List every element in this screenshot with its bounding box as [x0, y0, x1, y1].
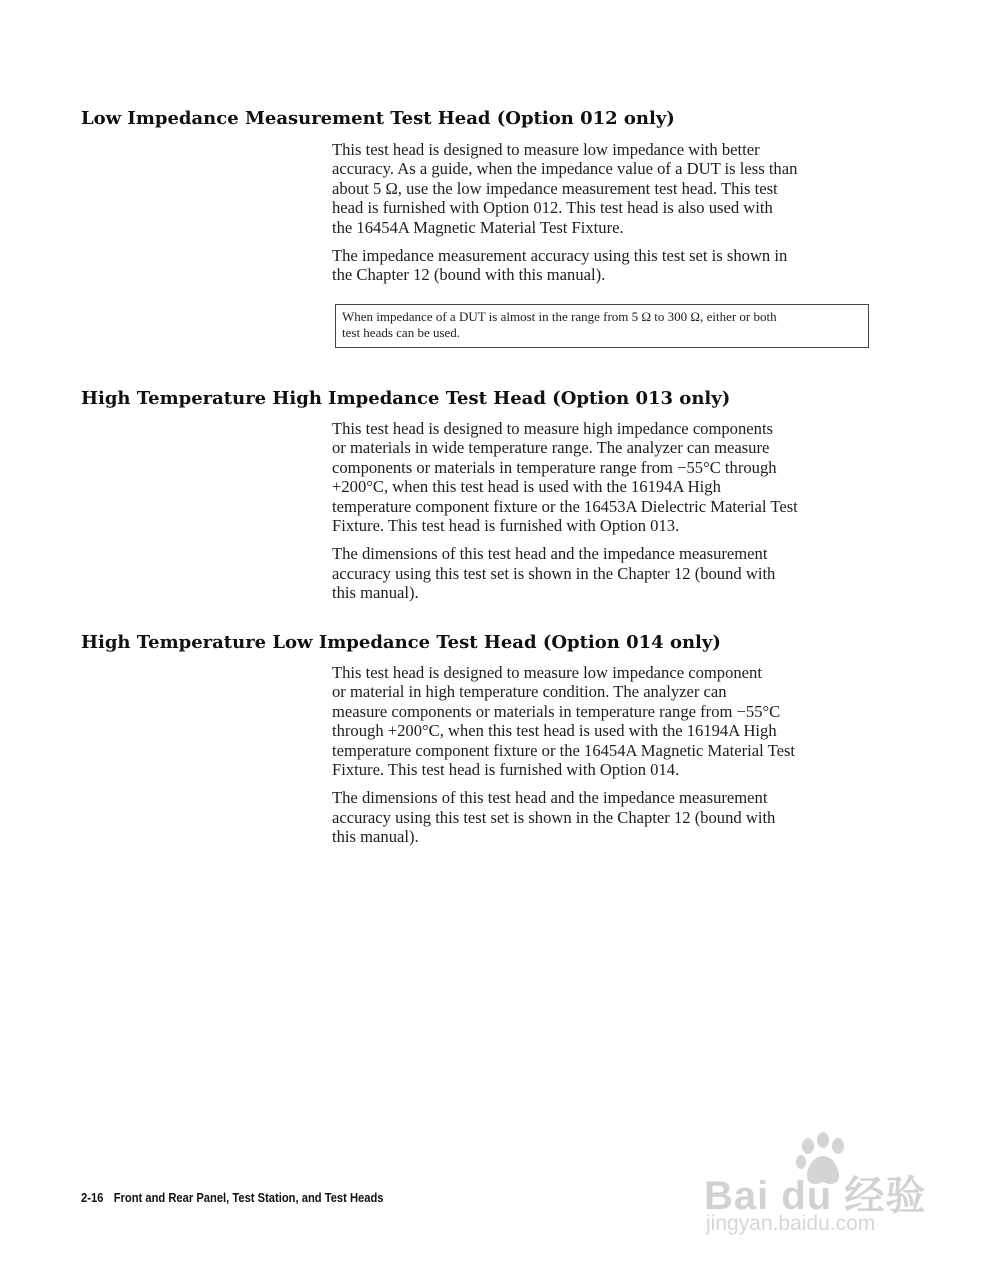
text-line: about 5 Ω, use the low impedance measurement test head. This test: [332, 178, 778, 198]
note-line: test heads can be used.: [342, 325, 461, 340]
text-line: the Chapter 12 (bound with this manual).: [332, 265, 606, 285]
paragraph: [332, 663, 877, 779]
text-line: head is furnished with Option 012. This test head is also used with: [332, 198, 773, 218]
section-body-low-impedance: [332, 140, 877, 294]
text-line: The dimensions of this test head and the impedance measurement: [332, 544, 768, 564]
paragraph: [332, 140, 877, 237]
text-line: Fixture. This test head is furnished with Option 013.: [332, 516, 680, 536]
text-line: accuracy using this test set is shown in the Chapter 12 (bound with: [332, 807, 776, 827]
text-line: The impedance measurement accuracy using this test set is shown in: [332, 246, 788, 266]
paragraph: [332, 419, 877, 535]
paragraph: [332, 246, 877, 285]
text-line: temperature component fixture or the 16454A Magnetic Material Test: [332, 740, 796, 760]
text-line: accuracy using this test set is shown in the Chapter 12 (bound with: [332, 563, 776, 583]
text-line: through +200°C, when this test head is used with the 16194A High: [332, 721, 777, 741]
note-line: When impedance of a DUT is almost in the range from 5 Ω to 300 Ω, either or both: [342, 309, 777, 324]
section-heading-high-temp-high-impedance: High Temperature High Impedance Test Head (Option 013 only): [81, 388, 731, 409]
text-line: the 16454A Magnetic Material Test Fixture.: [332, 217, 624, 237]
text-line: This test head is designed to measure low impedance component: [332, 663, 762, 682]
text-line: This test head is designed to measure low impedance with better: [332, 140, 760, 159]
watermark: [700, 1130, 940, 1240]
text-line: The dimensions of this test head and the impedance measurement: [332, 788, 768, 808]
text-line: temperature component fixture or the 16453A Dielectric Material Test: [332, 496, 798, 516]
page-footer: [81, 1190, 384, 1205]
section-heading-low-impedance: Low Impedance Measurement Test Head (Option 012 only): [81, 108, 675, 129]
text-line: accuracy. As a guide, when the impedance value of a DUT is less than: [332, 159, 798, 179]
text-line: This test head is designed to measure high impedance components: [332, 419, 774, 438]
text-line: components or materials in temperature range from −55°C through: [332, 457, 777, 477]
text-line: this manual).: [332, 583, 419, 603]
paragraph: [332, 788, 877, 846]
chapter-title: Front and Rear Panel, Test Station, and Test Heads: [113, 1190, 384, 1205]
text-line: or materials in wide temperature range. The analyzer can measure: [332, 438, 770, 458]
paragraph: [332, 544, 877, 602]
page-number: 2-16: [81, 1190, 104, 1205]
section-heading-high-temp-low-impedance: High Temperature Low Impedance Test Head (Option 014 only): [81, 632, 721, 653]
section-body-high-temp-high-impedance: [332, 419, 877, 612]
text-line: Fixture. This test head is furnished with Option 014.: [332, 760, 680, 780]
text-line: +200°C, when this test head is used with the 16194A High: [332, 477, 721, 497]
text-line: or material in high temperature condition. The analyzer can: [332, 682, 727, 702]
note-box: [335, 304, 869, 348]
text-line: measure components or materials in temperature range from −55°C: [332, 701, 781, 721]
watermark-url: jingyan.baidu.com: [706, 1212, 876, 1235]
watermark-brand: Bai du 经验: [704, 1174, 927, 1218]
text-line: this manual).: [332, 827, 419, 847]
section-body-high-temp-low-impedance: [332, 663, 877, 856]
